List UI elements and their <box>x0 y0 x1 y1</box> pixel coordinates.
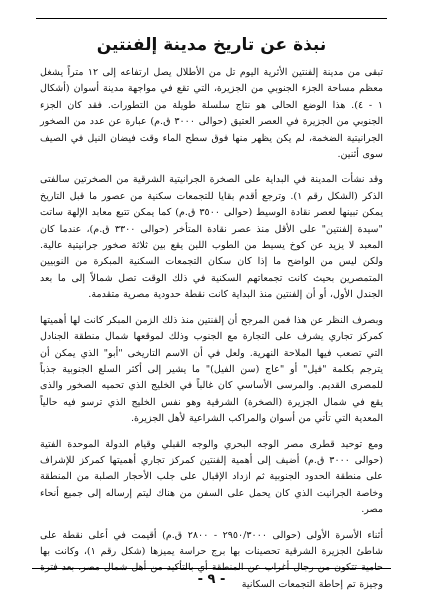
paragraph-2: وقد نشأت المدينة في البداية على الصخرة الجرانيتية الشرقية من الصخرتين سالفتى الذكر (الشكل رقم ١). وترجع أقدم بقايا للتجمعات سكنية من عصور ما قبل التاريخ يمكن تبينها لعصر نقادة الوسيط (حوالى ٣٥٠٠ ق.م) كما يمكن تتبع معابد الإلهة ساتت "سيدة إلفنتين" على الأقل منذ عصر نقادة المتأخر (حوالى ٣٣٠٠ ق.م)، عندما كان المعبد لا يزيد عن كوخ يسيط من الطوب اللبن يقع بين ثلاثة صخور جرانيتية عالية. ولكن ليس من الواضح ما إذا كان سكان التجمعات السكنية المبكرة من النوبيين المتمصرين بحيث كانت تجمعاتهم السكنية في ذلك الوقت تصل شمالاً إلى ما بعد الجندل الأول، أو أن إلفنتين منذ البداية كانت نقطة حدودية مصرية متقدمة. <box>40 174 383 301</box>
paragraph-4: ومع توحيد قطرى مصر الوجه البحري والوجه القبلي وقيام الدولة الموحدة الفتية (حوالى ٣٠٠٠ ق.م) أضيف إلى أهمية إلفنتين كمركز تجاري أهميتها كمركز للإشراف على منطقة الحدود الجنوبية ثم ازداد الإقبال على جلب الأحجار الصلبة من المنطقة وخاصة الجرانيت الذي كان يحمل على السفن من هناك ليتم إرساله إلى جميع أنحاء مصر. <box>40 438 384 516</box>
top-rule <box>36 18 387 19</box>
page-footer <box>36 568 387 587</box>
paragraph-1: تبقى من مدينة إلفنتين الأثرية اليوم تل من الأطلال يصل ارتفاعه إلى ١٢ متراً يشغل معظم مساحة الجزء الجنوبي من الجزيرة، التي تقع في مواجهة مدينة أسوان (أشكال ١ - ٤). هذا الوضع الحالى هو نتاج سلسلة طويلة من التطورات. فقد كان الجزء الجنوبي من الجزيرة في العصر العتيق (حوالى ٣٠٠٠ ق.م) عبارة عن عدد من الصخور الجرانيتية الضخمة، لم يكن يظهر منها فوق سطح الماء وقت فيضان النيل في الصيف سوى أثنين. <box>40 67 384 161</box>
page-title: نبذة عن تاريخ مدينة إلفنتين <box>96 35 327 55</box>
title-block <box>40 35 383 55</box>
page-number: - ٩ - <box>197 572 226 587</box>
body-text <box>40 65 383 593</box>
paragraph-3: وبصرف النظر عن هذا فمن المرجح أن إلفنتين منذ ذلك الزمن المبكر كانت لها أهميتها كمركز تجاري يشرف على التجارة مع الجنوب وذلك لموقعها شمال منطقة الجنادل التي تصعب فيها الملاحة النهرية. ولعل في أن الاسم التاريخى "أبو" الذي يمكن أن يترجم بكلمة "فيل" أو "عاج (سن الفيل)" ما يشير إلى أكثر السلع الجنوبية جذباً للمصرى القديم. والمرسى الأساسي كان غالباً في الخليج الذي تحميه الصخور والذى يقع في شمال الجزيرة (الصخرة) الشرقية وهو نفس الخليج الذي ترسو فيه حالياً المعدية التي تأتي من أسوان والمراكب الشراعية لأهل الجزيرة. <box>40 314 383 425</box>
paragraph-5: أثناء الأسرة الأولى (حوالى ٢٩٥٠/٣٠٠٠ - ٢٨٠٠ ق.م) أقيمت في أعلى نقطة على شاطئ الجزيرة الشرقية تحصينات بها برج حراسة يميزها (شكل رقم ١)، وكانت بها حامية تتكون من رجال أغراب عن المنطقة أي بالتأكيد من أهل شمال مصر. بعد فترة وجيزة تم إحاطة التجمعات السكانية <box>40 529 384 590</box>
footer-rule <box>32 568 391 569</box>
